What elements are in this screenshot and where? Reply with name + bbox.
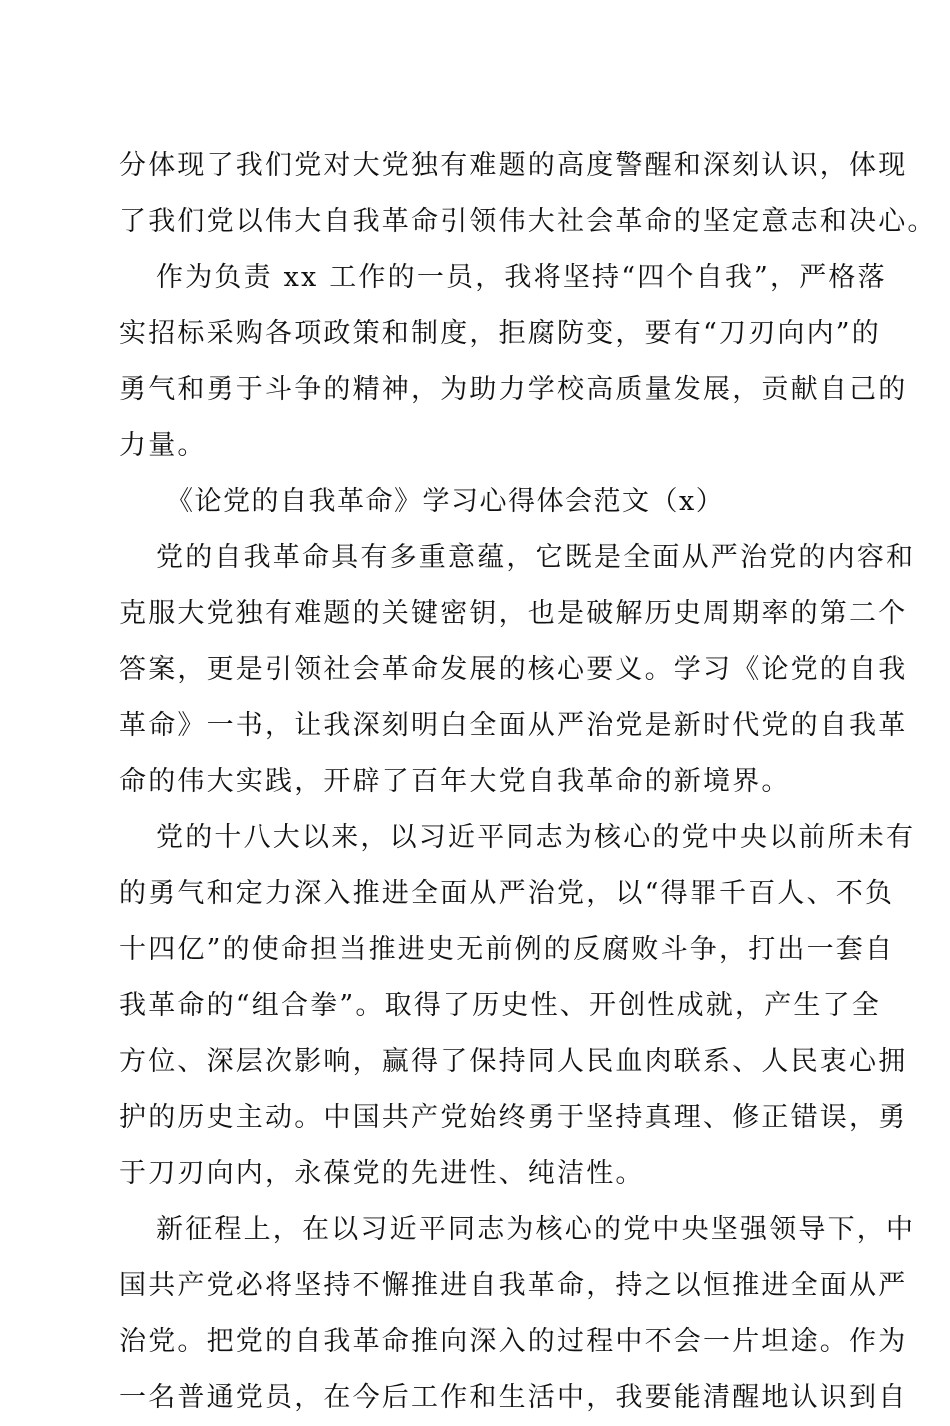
text-line: 的勇气和定力深入推进全面从严治党，以“得罪千百人、不负 [119, 878, 895, 909]
text-line: 革命》一书，让我深刻明白全面从严治党是新时代党的自我革 [119, 710, 908, 741]
text-line: 于刀刃向内，永葆党的先进性、纯洁性。 [119, 1158, 645, 1189]
text-line: 作为负责 xx 工作的一员，我将坚持“四个自我”，严格落 [156, 262, 887, 293]
text-line: 命的伟大实践，开辟了百年大党自我革命的新境界。 [119, 766, 791, 797]
paragraph-continuation [119, 138, 937, 250]
text-line: 护的历史主动。中国共产党始终勇于坚持真理、修正错误，勇 [119, 1102, 908, 1133]
text-line: 实招标采购各项政策和制度，拒腐防变，要有“刀刃向内”的 [119, 318, 882, 349]
paragraph-since-18th-congress [119, 810, 916, 1202]
paragraph-self-revolution-meaning [119, 530, 916, 810]
text-line: 克服大党独有难题的关键密钥，也是破解历史周期率的第二个 [119, 598, 908, 629]
text-line: 力量。 [119, 430, 207, 461]
text-line: 勇气和勇于斗争的精神，为助力学校高质量发展，贡献自己的 [119, 374, 908, 405]
document-body [119, 138, 937, 1426]
text-line: 了我们党以伟大自我革命引领伟大社会革命的坚定意志和决心。 [119, 206, 937, 237]
text-line: 我革命的“组合拳”。取得了历史性、开创性成就，产生了全 [119, 990, 882, 1021]
text-line: 一名普通党员，在今后工作和生活中，我要能清醒地认识到自 [119, 1382, 908, 1413]
text-line: 十四亿”的使命担当推进史无前例的反腐败斗争，打出一套自 [119, 934, 895, 965]
text-line: 党的十八大以来，以习近平同志为核心的党中央以前所未有 [156, 822, 916, 853]
section-title [119, 474, 831, 530]
text-line: 答案，更是引领社会革命发展的核心要义。学习《论党的自我 [119, 654, 908, 685]
text-line: 国共产党必将坚持不懈推进自我革命，持之以恒推进全面从严 [119, 1270, 908, 1301]
section-title-text: 《论党的自我革命》学习心得体会范文（x） [166, 486, 725, 517]
text-line: 方位、深层次影响，赢得了保持同人民血肉联系、人民衷心拥 [119, 1046, 908, 1077]
paragraph-new-journey [119, 1202, 916, 1426]
text-line: 党的自我革命具有多重意蕴，它既是全面从严治党的内容和 [156, 542, 916, 573]
text-line: 治党。把党的自我革命推向深入的过程中不会一片坦途。作为 [119, 1326, 908, 1357]
paragraph-personal-commitment [119, 250, 908, 474]
text-line: 新征程上，在以习近平同志为核心的党中央坚强领导下，中 [156, 1214, 916, 1245]
text-line: 分体现了我们党对大党独有难题的高度警醒和深刻认识，体现 [119, 150, 908, 181]
